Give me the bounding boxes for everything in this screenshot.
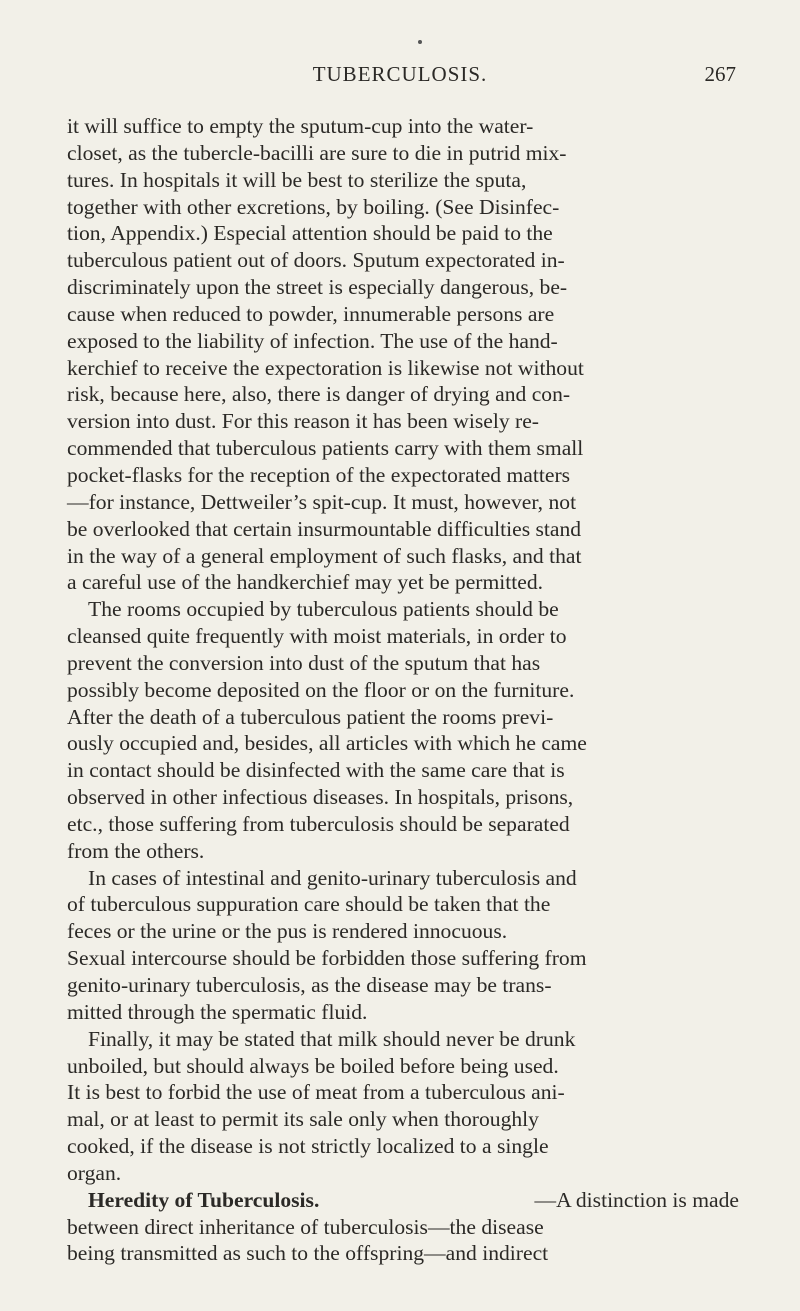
text-line: being transmitted as such to the offspring—and indirect	[67, 1241, 549, 1266]
running-title: TUBERCULOSIS.	[312, 62, 488, 86]
text-line: —for instance, Dettweiler’s spit-cup. It must, however, not	[67, 489, 577, 514]
text-line: tuberculous patient out of doors. Sputum expectorated in-	[67, 248, 565, 273]
text-line: be overlooked that certain insurmountable difficulties stand	[67, 516, 582, 541]
text-line: in contact should be disinfected with the same care that is	[67, 758, 565, 783]
text-line: Sexual intercourse should be forbidden those suffering from	[67, 946, 587, 971]
section-heading: Heredity of Tuberculosis.	[88, 1187, 320, 1212]
text-line: organ.	[67, 1160, 122, 1185]
text-line: prevent the conversion into dust of the sputum that has	[67, 650, 541, 675]
text-line: cleansed quite frequently with moist materials, in order to	[67, 624, 567, 649]
text-line: it will suffice to empty the sputum-cup into the water-	[67, 114, 534, 138]
text-line: from the others.	[67, 838, 205, 863]
text-line: observed in other infectious diseases. In hospitals, prisons,	[67, 785, 574, 810]
text-line: After the death of a tuberculous patient the rooms previ-	[67, 704, 554, 729]
text-line: exposed to the liability of infection. The use of the hand-	[67, 328, 558, 353]
text-line: Finally, it may be stated that milk should never be drunk	[88, 1026, 576, 1051]
body-text	[67, 113, 739, 1267]
text-line: together with other excretions, by boiling. (See Disinfec-	[67, 194, 560, 219]
text-line: discriminately upon the street is especially dangerous, be-	[67, 275, 568, 300]
text-line: mal, or at least to permit its sale only when thoroughly	[67, 1107, 539, 1132]
text-line: ously occupied and, besides, all articles with which he came	[67, 731, 587, 756]
section-heading-continuation: —A distinction is made	[534, 1187, 739, 1212]
text-line: risk, because here, also, there is danger of drying and con-	[67, 382, 571, 407]
text-line: version into dust. For this reason it has been wisely re-	[67, 409, 539, 434]
text-line: pocket-flasks for the reception of the expectorated matters	[67, 462, 571, 487]
text-line: The rooms occupied by tuberculous patients should be	[88, 597, 559, 622]
text-line: tion, Appendix.) Especial attention should be paid to the	[67, 221, 553, 246]
text-line: cause when reduced to powder, innumerable persons are	[67, 301, 555, 326]
text-line: etc., those suffering from tuberculosis should be separated	[67, 811, 570, 836]
text-line: between direct inheritance of tuberculosis—the disease	[67, 1214, 544, 1239]
text-line: in the way of a general employment of such flasks, and that	[67, 543, 582, 568]
text-line	[67, 1187, 739, 1214]
page-header	[0, 58, 800, 94]
text-line: In cases of intestinal and genito-urinary tuberculosis and	[88, 865, 577, 890]
text-line: kerchief to receive the expectoration is likewise not without	[67, 355, 584, 380]
text-line: tures. In hospitals it will be best to sterilize the sputa,	[67, 167, 527, 192]
text-line: commended that tuberculous patients carry with them small	[67, 436, 584, 461]
text-line: closet, as the tubercle-bacilli are sure to die in putrid mix-	[67, 140, 567, 165]
text-line: of tuberculous suppuration care should be taken that the	[67, 892, 551, 917]
text-line: feces or the urine or the pus is rendered innocuous.	[67, 919, 508, 944]
text-line: mitted through the spermatic fluid.	[67, 999, 368, 1024]
text-line: genito-urinary tuberculosis, as the disease may be trans-	[67, 973, 552, 997]
text-line: a careful use of the handkerchief may yet be permitted.	[67, 570, 544, 595]
page-number: 267	[704, 62, 736, 86]
text-line: cooked, if the disease is not strictly localized to a single	[67, 1134, 549, 1159]
text-line: It is best to forbid the use of meat from a tuberculous ani-	[67, 1080, 565, 1105]
print-mark	[418, 40, 422, 44]
text-line: unboiled, but should always be boiled before being used.	[67, 1053, 559, 1078]
text-line: possibly become deposited on the floor or on the furniture.	[67, 677, 575, 702]
